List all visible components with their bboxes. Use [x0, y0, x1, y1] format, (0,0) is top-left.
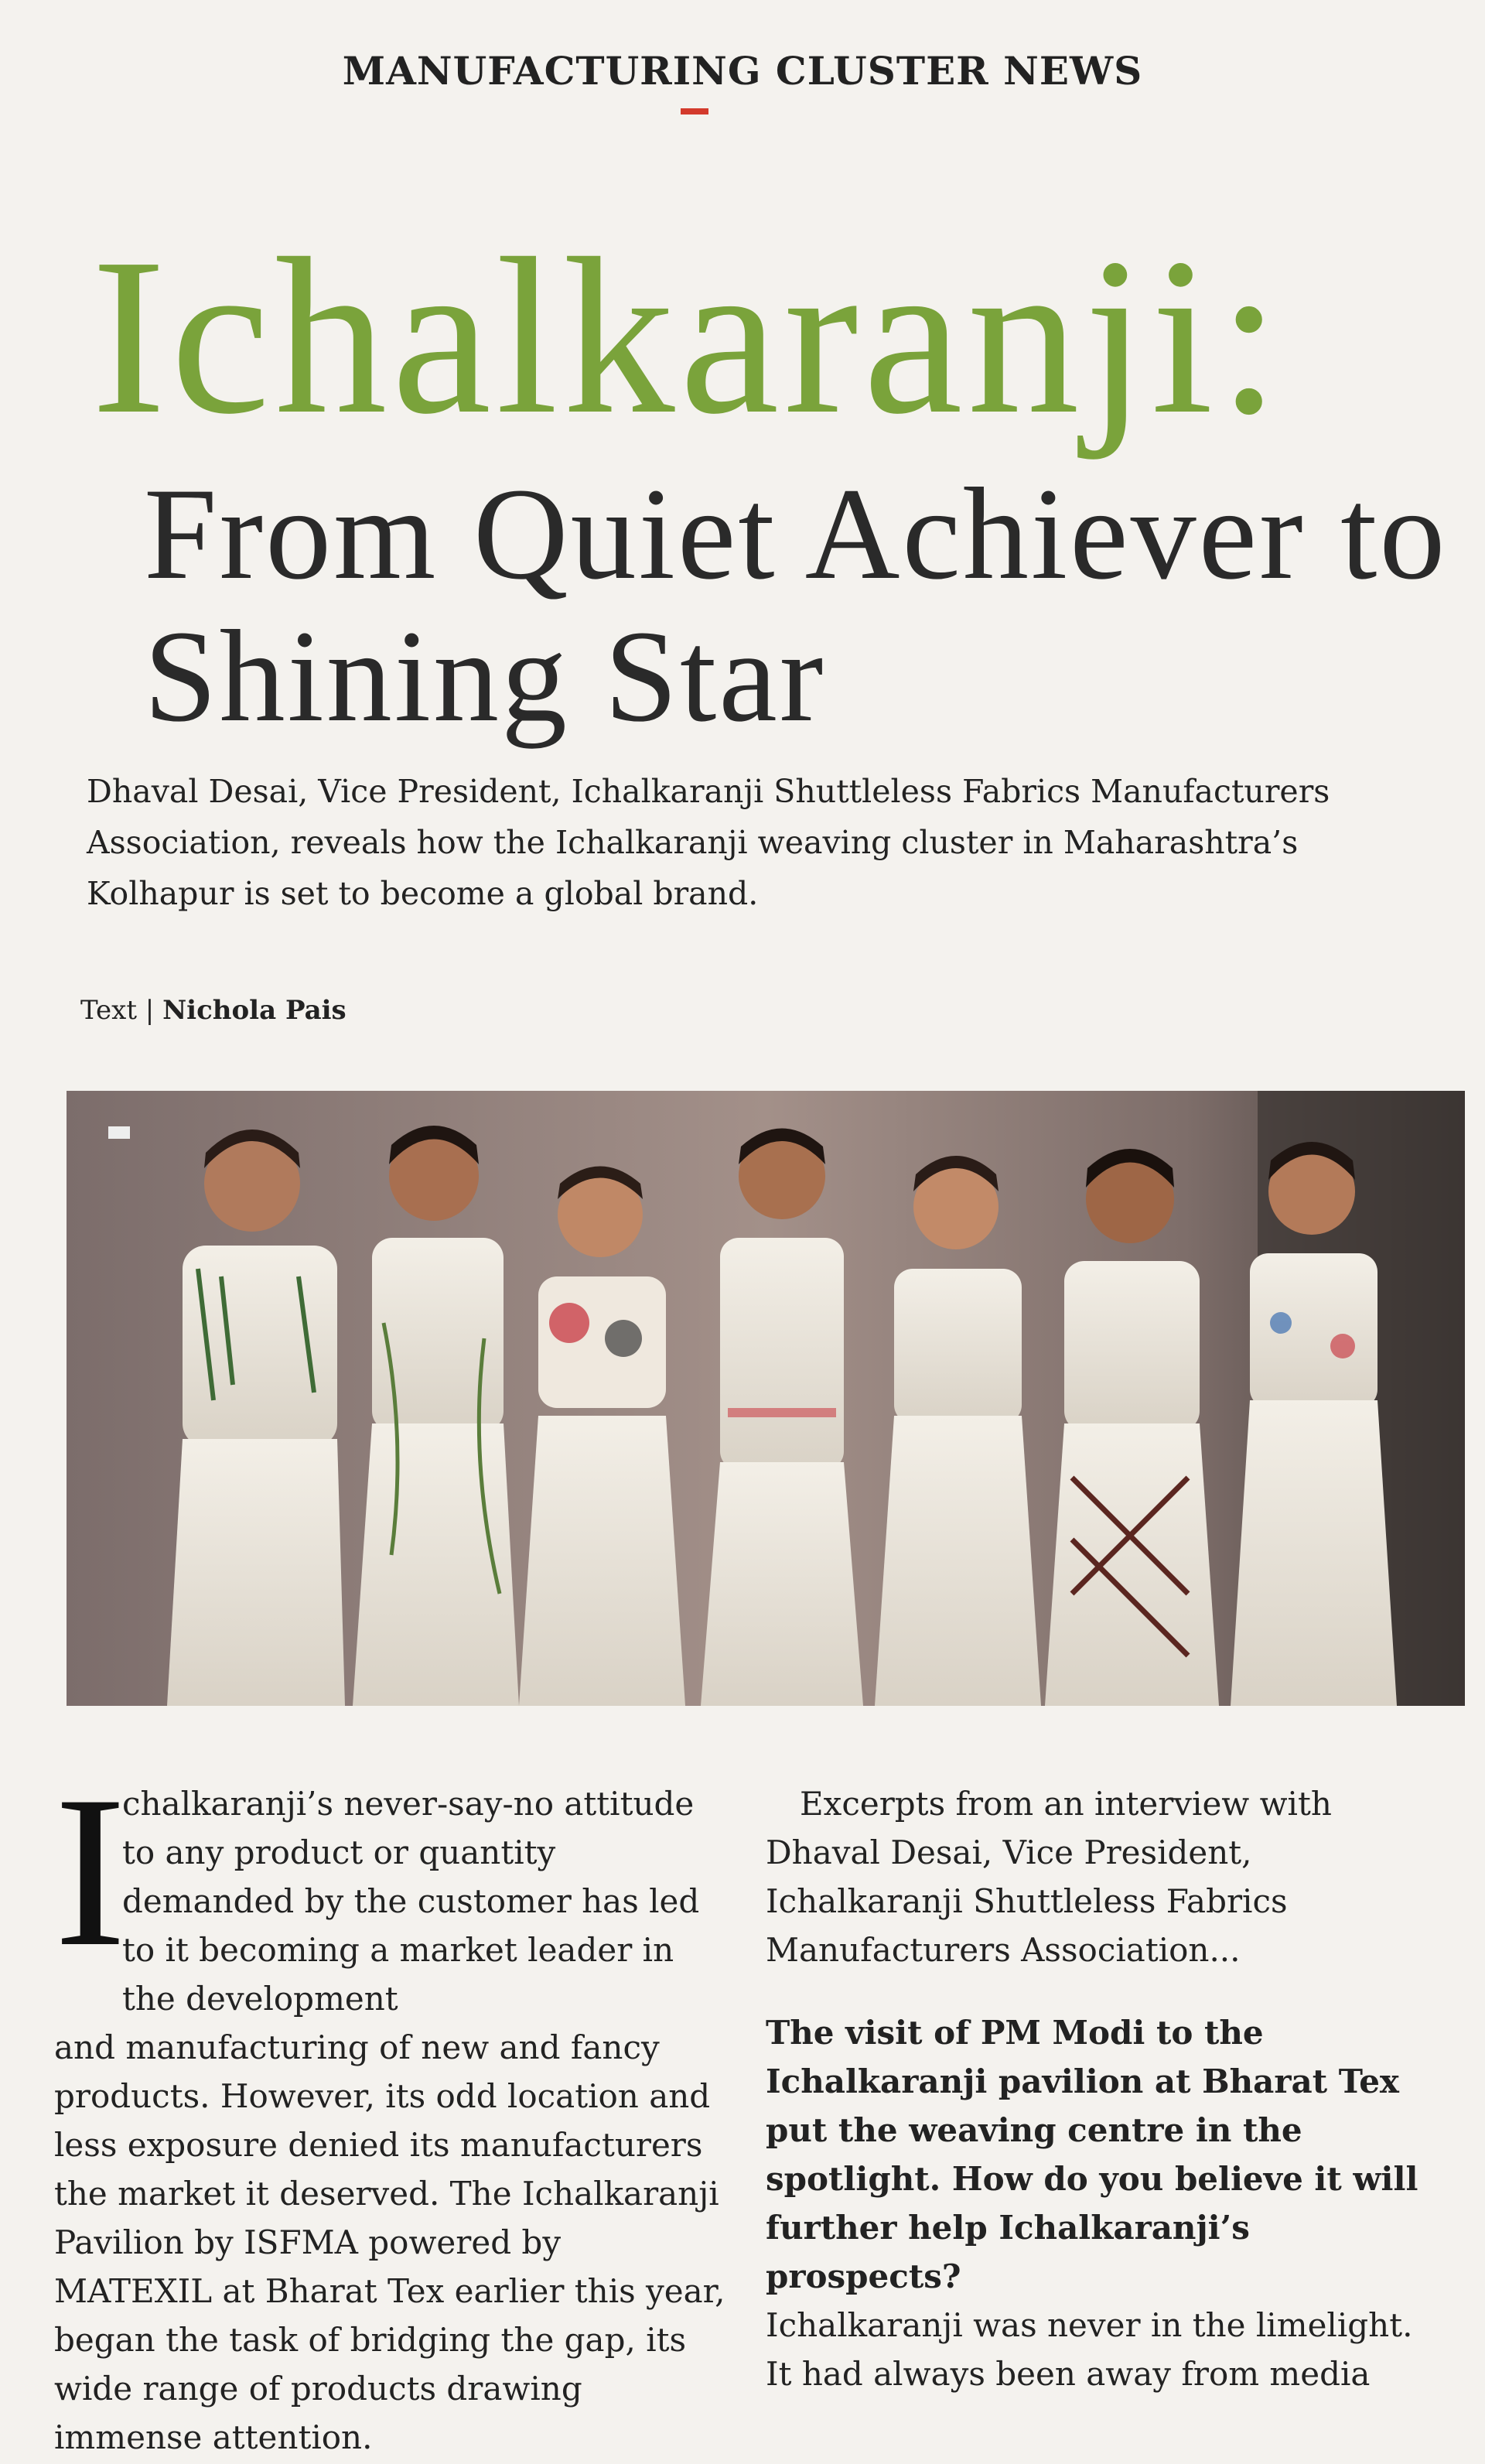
headline-title: Ichalkaranji:: [91, 212, 1285, 460]
fashion-photo: [67, 1091, 1465, 1706]
body-column-left: [54, 1751, 727, 2462]
byline-prefix: Text |: [80, 995, 163, 1026]
opening-paragraph: [54, 1751, 727, 2023]
headline-subtitle: From Quiet Achiever to Shining Star: [144, 461, 1448, 749]
byline: [80, 995, 346, 1026]
section-label: MANUFACTURING CLUSTER NEWS: [342, 48, 1143, 94]
body-column-right: [766, 1779, 1446, 2398]
interview-answer: Ichalkaranji was never in the limelight. It had always been away from media: [766, 2306, 1413, 2393]
section-accent-mark: [681, 108, 708, 114]
interview-question: The visit of PM Modi to the Ichalkaranji pavilion at Bharat Tex put the weaving centre in the spotlight. How do you believe it will further help Ichalkaranji’s prospects?: [766, 2014, 1418, 2295]
standfirst: Dhaval Desai, Vice President, Ichalkaranji Shuttleless Fabrics Manufacturers Association, reveals how the Ichalkaranji weaving cluster in Maharashtra’s Kolhapur is set to become a global brand.: [87, 773, 1330, 912]
opening-lines: chalkaranji’s never-say-no attitude to any product or quantity demanded by the customer has led to it becoming a market leader in the development: [122, 1785, 700, 2018]
body-paragraph: and manufacturing of new and fancy products. However, its odd location and less exposure denied its manufacturers the market it deserved. The Ichalkaranji Pavilion by ISFMA powered by MATEXIL at Bharat Tex earlier this year, began the task of bridging the gap, its wide range of products drawing immense attention.: [54, 2028, 725, 2456]
drop-cap: I: [54, 1751, 127, 1991]
byline-author: Nichola Pais: [162, 995, 346, 1026]
fashion-photo-illustration: [67, 1091, 1465, 1706]
interview-intro: Excerpts from an interview with Dhaval Desai, Vice President, Ichalkaranji Shuttleless Fabrics Manufacturers Association...: [766, 1785, 1332, 1969]
